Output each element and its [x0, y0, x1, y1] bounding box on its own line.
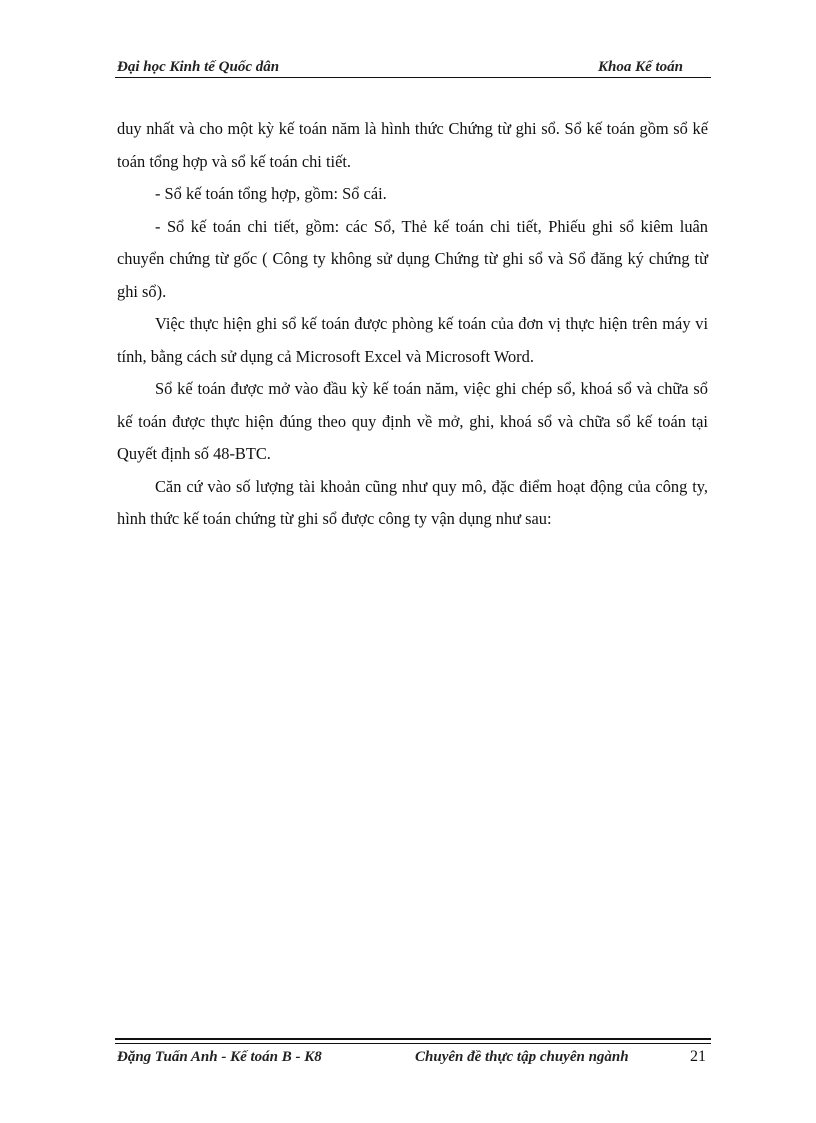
page-number: 21: [690, 1048, 706, 1065]
footer-title: Chuyên đề thực tập chuyên ngành: [415, 1049, 629, 1065]
paragraph-general-ledger: - Sổ kế toán tổng hợp, gồm: Sổ cái.: [155, 184, 387, 203]
paragraph-computer-recording: Việc thực hiện ghi sổ kế toán được phòng kế toán của đơn vị thực hiện trên máy vi tính, bằng cách sử dụng cả Microsoft Excel và Microsoft Word.: [117, 314, 708, 366]
page-header: [115, 58, 711, 80]
paragraph-applied-form: Căn cứ vào số lượng tài khoản cũng như quy mô, đặc điểm hoạt động của công ty, hình thức kế toán chứng từ ghi sổ được công ty vận dụng như sau:: [117, 476, 708, 528]
paragraph-continuation: duy nhất và cho một kỳ kế toán năm là hình thức Chứng từ ghi sổ. Sổ kế toán gồm sổ kế toán tổng hợp và sổ kế toán chi tiết.: [117, 119, 708, 171]
footer-author: Đặng Tuấn Anh - Kế toán B - K8: [117, 1049, 322, 1065]
footer-divider-thin: [115, 1043, 711, 1044]
footer-divider-thick: [115, 1038, 711, 1040]
paragraph-ledger-opening: Sổ kế toán được mở vào đầu kỳ kế toán năm, việc ghi chép sổ, khoá sổ và chữa sổ kế toán được thực hiện đúng theo quy định về mở, ghi, khoá sổ và chữa sổ kế toán tại Quyết định số 48-BTC.: [117, 379, 708, 463]
header-faculty: Khoa Kế toán: [597, 59, 683, 75]
body-text: [117, 113, 708, 536]
header-divider: [115, 77, 711, 78]
header-university: Đại học Kinh tế Quốc dân: [117, 59, 280, 75]
paragraph-detail-ledger: - Sổ kế toán chi tiết, gồm: các Sổ, Thẻ kế toán chi tiết, Phiếu ghi sổ kiêm luân chuyển chứng từ gốc ( Công ty không sử dụng Chứng từ ghi sổ và Sổ đăng ký chứng từ ghi sổ).: [117, 216, 708, 301]
page-footer: [115, 1038, 711, 1078]
